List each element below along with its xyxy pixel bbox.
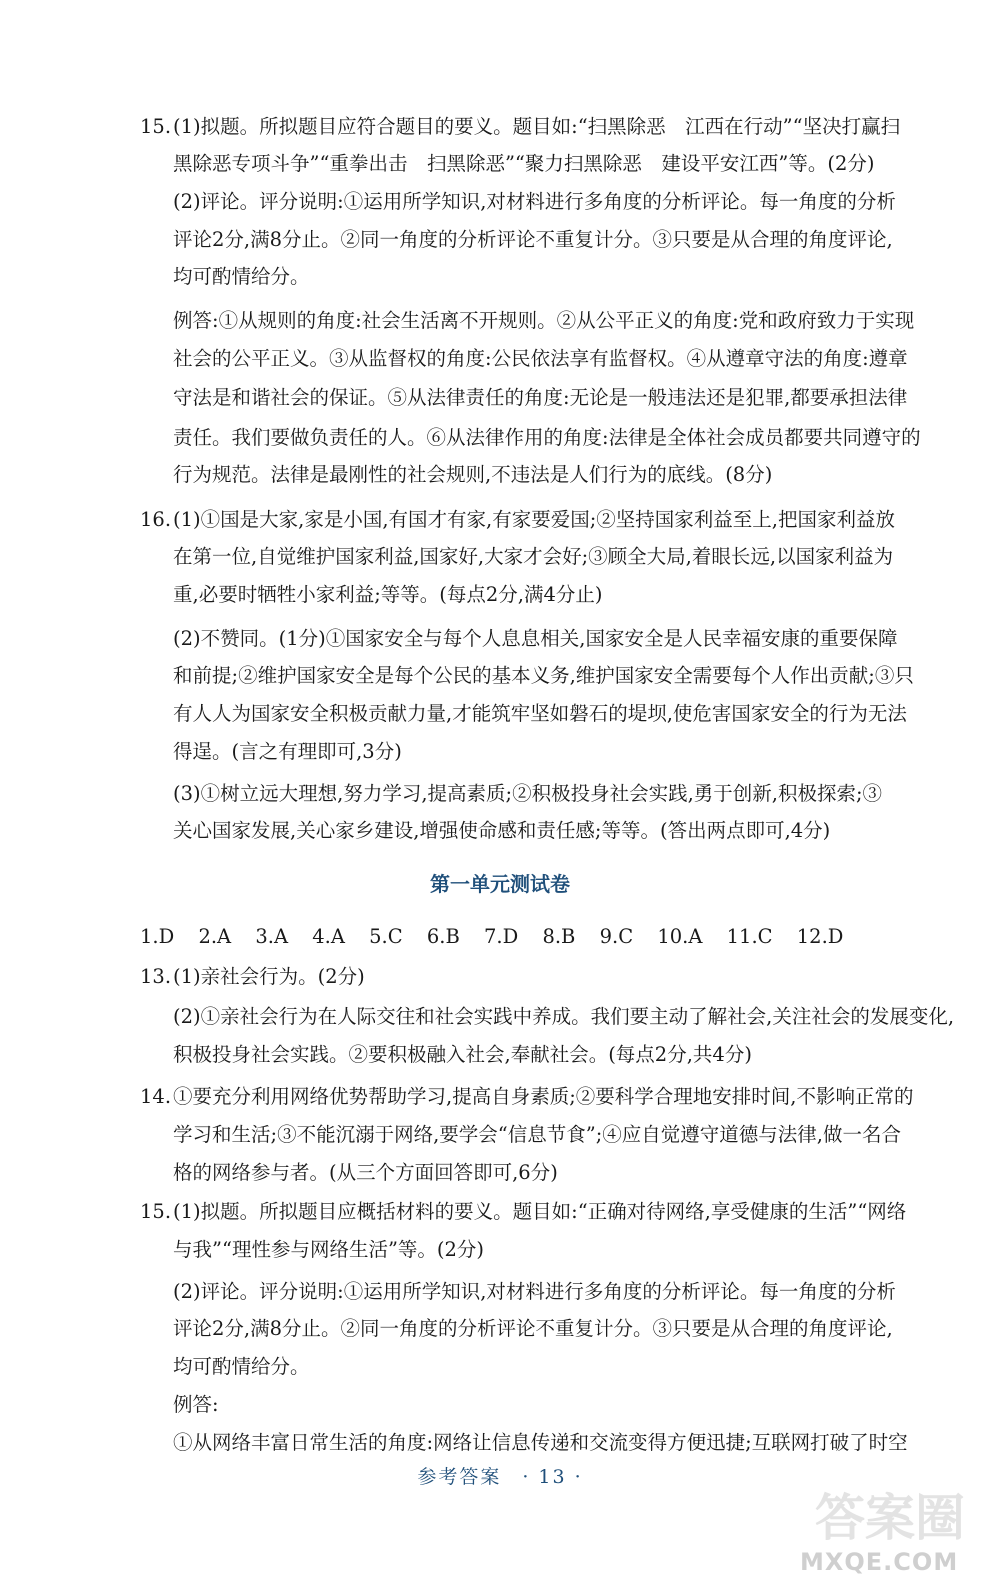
section-title: 第一单元测试卷	[430, 872, 570, 896]
mcq-answer: 1.D	[140, 925, 175, 948]
mcq-answer: 2.A	[198, 925, 232, 948]
mcq-answer: 4.A	[312, 925, 345, 948]
question-number: 14.	[140, 1085, 172, 1108]
answer-page: 15. (1)拟题。所拟题目应符合题目的要义。题目如:“扫黑除恶 江西在行动”“坚决打赢扫 黑除恶专项斗争”“重拳出击 扫黑除恶”“聚力扫黑除恶 建设平安江西”等。(2分) (2)评论。评分说明:①运用所学知识,对材料进行多角度的分析评论。每一角度的分析 评论2分,满8分止。②同一角度的分析评论不重复计分。③只要是从合理的角度评论, 均可酌情给分。 例答:①从规则的角度:社会生活离不开规则。②从公平正义的角度:党和政府致力于实现 社会的公平正义。③从监督权的角度:公民依法享有监督权。④从遵章守法的角度:遵章 守法是和谐社会的保证。⑤从法律责任的角度:无论是一般违法还是犯罪,都要承担法律 责任。我们要做负责任的人。⑥从法律作用的角度:法律是全体社会成员都要共同遵守的 行为规范。法律是最刚性的社会规则,不违法是人们行为的底线。(8分) 16. (1)①国是大家,家是小国,有国才有家,有家要爱国;②坚持国家利益至上,把国家利益放 在第一位,自觉维护国家利益,国家好,大家才会好;③顾全大局,着眼长远,以国家利益为 重,必要时牺牲小家利益;等等。(每点2分,满4分止) (2)不赞同。(1分)①国家安全与每个人息息相关,国家安全是人民幸福安康的重要保障 和前提;②维护国家安全是每个公民的基本义务,维护国家安全需要每个人作出贡献;③只 有人人为国家安全积极贡献力量,才能筑牢坚如磐石的堤坝,使危害国家安全的行为无法 得逞。(言之有理即可,3分) (3)①树立远大理想,努力学习,提高素质;②积极投身社会实践,勇于创新,积极探索;③ 关心国家发展,关心家乡建设,增强使命感和责任感;等等。(答出两点即可,4分) 第一单元测试卷 1.D 2.A 3.A 4.A 5.C 6.B 7.D 8.B 9.C 10.A 11.C 12.D 13. (1)亲社会行为。(2分) (2)①亲社会行为在人际交往和社会实践中养成。我们要主动了解社会,关注社会的发展变化, 积极投身社会实践。②要积极融入社会,奉献社会。(每点2分,共4分) 14. ①要充分利用网络优势帮助学习,提高自身素质;②要科学合理地安排时间,不影响正常的 学习和生活;③不能沉溺于网络,要学会“信息节食”;④应自觉遵守道德与法律,做一名合 格的网络参与者。(从三个方面回答即可,6分) 15. (1)拟题。所拟题目应概括材料的要义。题目如:“正确对待网络,享受健康的生活”“网络 与我”“理性参与网络生活”等。(2分) (2)评论。评分说明:①运用所学知识,对材料进行多角度的分析评论。每一角度的分析 评论2分,满8分止。②同一角度的分析评论不重复计分。③只要是从合理的角度评论, 均可酌情给分。 例答: ①从网络丰富日常生活的角度:网络让信息传递和交流变得方便迅捷;互联网打破了时空 参考答案 · 13 · 答案圈 MXQE.COM	[0, 0, 1000, 1584]
mcq-answer: 10.A	[657, 925, 703, 948]
question-number: 16.	[140, 508, 172, 531]
mcq-answer: 7.D	[484, 925, 519, 948]
mcq-answer: 11.C	[726, 925, 773, 948]
question-number: 15.	[140, 1200, 172, 1223]
watermark-logo-icon: 答案圈	[815, 1489, 965, 1547]
mcq-answer: 12.D	[796, 925, 844, 948]
mcq-answer: 5.C	[369, 925, 403, 948]
mcq-answer: 8.B	[542, 925, 576, 948]
question-number: 13.	[140, 965, 172, 988]
mcq-answers	[140, 925, 861, 948]
watermark-text: MXQE.COM	[800, 1548, 959, 1576]
mcq-answer: 3.A	[255, 925, 289, 948]
question-number: 15.	[140, 115, 172, 138]
page-footer: 参考答案 · 13 ·	[417, 1466, 583, 1488]
mcq-answer: 9.C	[599, 925, 634, 948]
mcq-answer: 6.B	[426, 925, 460, 948]
